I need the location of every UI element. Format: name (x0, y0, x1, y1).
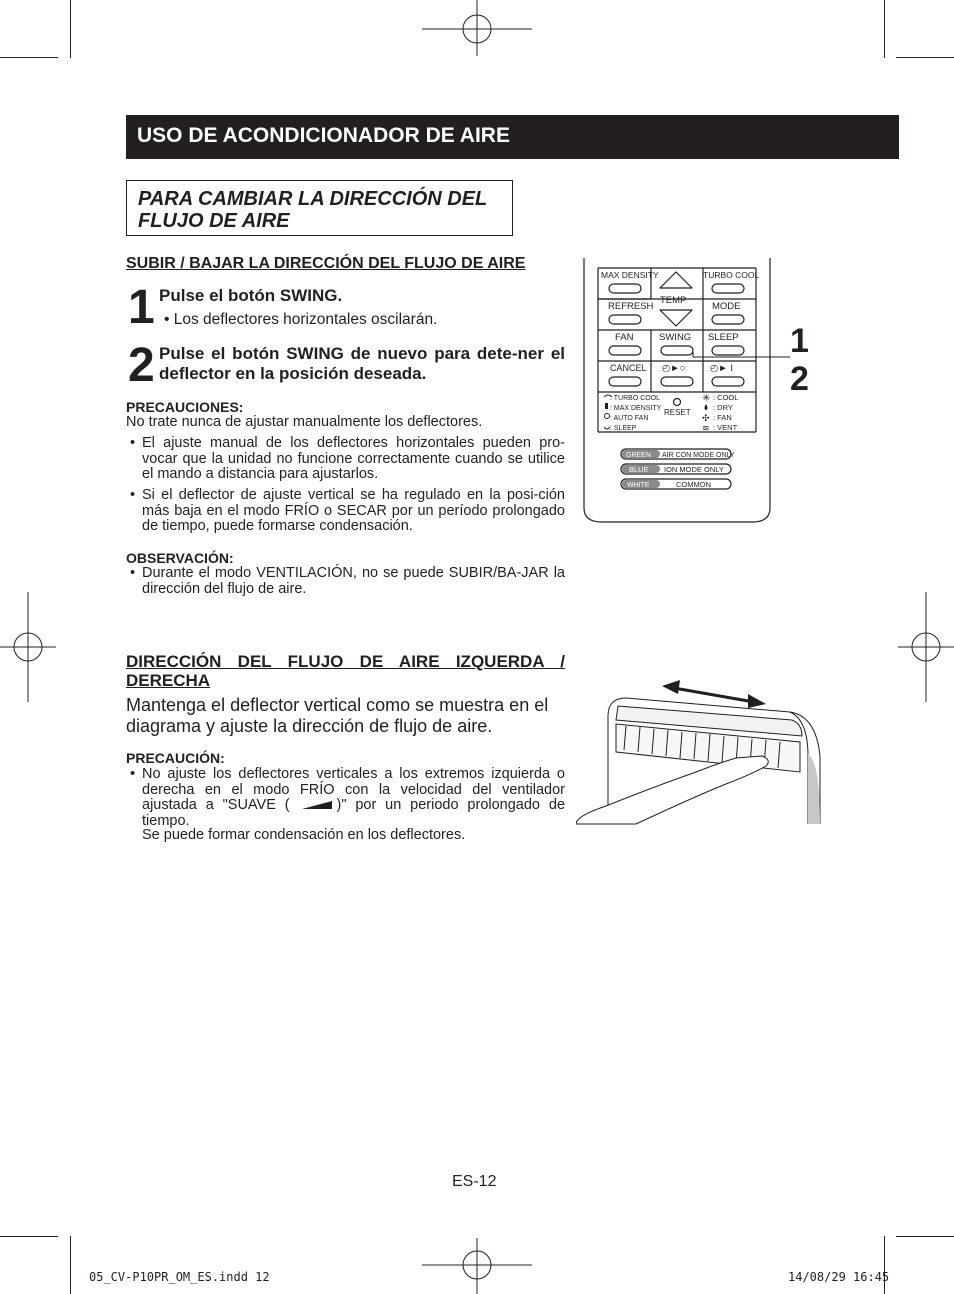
svg-text:≋: ≋ (702, 423, 710, 433)
step-1-detail: • Los deflectores horizontales oscilarán. (164, 311, 438, 328)
step-2-number: 2 (128, 339, 155, 392)
btn-timer-off: ◴► I (710, 363, 733, 374)
subsection-title-box (126, 180, 513, 236)
remote-control-illustration (580, 258, 820, 530)
subsection-title: PARA CAMBIAR LA DIRECCIÓN DEL FLUJO DE AIRE (138, 188, 487, 232)
btn-fan: FAN (615, 332, 634, 343)
legend-right-1: : COOL (713, 393, 739, 402)
section-title-bar (126, 115, 899, 159)
btn-swing: SWING (659, 332, 692, 343)
precaution-lr-note: Se puede formar condensación en los deflectores. (142, 827, 466, 843)
callout-2: 2 (790, 360, 809, 398)
step-1-title: Pulse el botón SWING. (159, 286, 343, 305)
precaution-bullet-2: • Si el deflector de ajuste vertical se ha regulado en la posi-ción más baja en el modo FRÍO o SECAR por un período prolongado de tiempo, puede formarse condensación. (130, 487, 565, 534)
color-green-label: GREEN (626, 452, 651, 459)
precaution-bullet-1: • El ajuste manual de los deflectores horizontales pueden pro-vocar que la unidad no funcione correctamente cuando se utilice el mando a distancia para ajustarlos. (130, 435, 565, 482)
legend-left-1: : TURBO COOL (610, 395, 661, 402)
left-right-text: Mantenga el deflector vertical como se muestra en el diagrama y ajuste la dirección de flujo de aire. (126, 695, 549, 736)
footer-file-name: 05_CV-P10PR_OM_ES.indd 12 (89, 1270, 270, 1284)
soft-fan-icon (300, 800, 334, 810)
btn-turbo-cool: TURBO COOL (703, 270, 760, 280)
mode-common: COMMON (676, 480, 711, 489)
btn-sleep: SLEEP (708, 332, 739, 343)
precaution-lr-bullet: • No ajuste los deflectores verticales a los extremos izquierda o derecha en el modo FRÍO con la velocidad del ventilador ajustada a "SUAVE ( )" por un periodo prolongado de tiempo. (130, 766, 566, 829)
legend-left-3: : AUTO FAN (610, 415, 649, 422)
btn-mode: MODE (712, 301, 741, 312)
btn-reset: RESET (664, 408, 691, 417)
observation-bullet: • Durante el modo VENTILACIÓN, no se puede SUBIR/BA-JAR la dirección del flujo de aire. (130, 565, 565, 597)
precautions-intro: No trate nunca de ajustar manualmente los deflectores. (126, 414, 483, 430)
mode-air-con-only: AIR CON MODE ONLY (662, 452, 735, 459)
step-2-title: Pulse el botón SWING de nuevo para dete-ner el deflector en la posición deseada. (159, 344, 565, 383)
section-title: USO DE ACONDICIONADOR DE AIRE (137, 124, 510, 147)
legend-right-3: : FAN (713, 413, 732, 422)
precaution-label: PRECAUCIÓN: (126, 750, 225, 766)
btn-timer-on: ◴►○ (662, 363, 686, 374)
mode-ion-only: ION MODE ONLY (664, 465, 724, 474)
svg-text:✣: ✣ (702, 413, 710, 423)
footer-date: 14/08/29 16:45 (788, 1270, 890, 1284)
svg-text:✳: ✳ (702, 393, 711, 404)
color-white-label: WHITE (627, 482, 650, 489)
step-1-number: 1 (128, 281, 155, 334)
callout-1: 1 (790, 322, 809, 360)
btn-temp: TEMP (660, 295, 687, 306)
legend-left-2: : MAX DENSITY (610, 405, 662, 412)
legend-right-2: : DRY (713, 403, 733, 412)
page-number: ES-12 (452, 1173, 497, 1190)
btn-cancel: CANCEL (610, 363, 647, 373)
btn-max-density: MAX DENSITY (601, 270, 659, 280)
legend-right-4: : VENT (713, 423, 738, 432)
air-conditioner-illustration (576, 676, 822, 826)
up-down-heading: SUBIR / BAJAR LA DIRECCIÓN DEL FLUJO DE AIRE (126, 255, 526, 272)
observation-label: OBSERVACIÓN: (126, 550, 234, 566)
precautions-label: PRECAUCIONES: (126, 399, 244, 415)
legend-left-4: : SLEEP (610, 425, 637, 432)
left-right-heading: DIRECCIÓN DEL FLUJO DE AIRE IZQUERDA / DERECHA (126, 652, 565, 690)
btn-refresh: REFRESH (608, 301, 654, 312)
color-blue-label: BLUE (629, 465, 649, 474)
